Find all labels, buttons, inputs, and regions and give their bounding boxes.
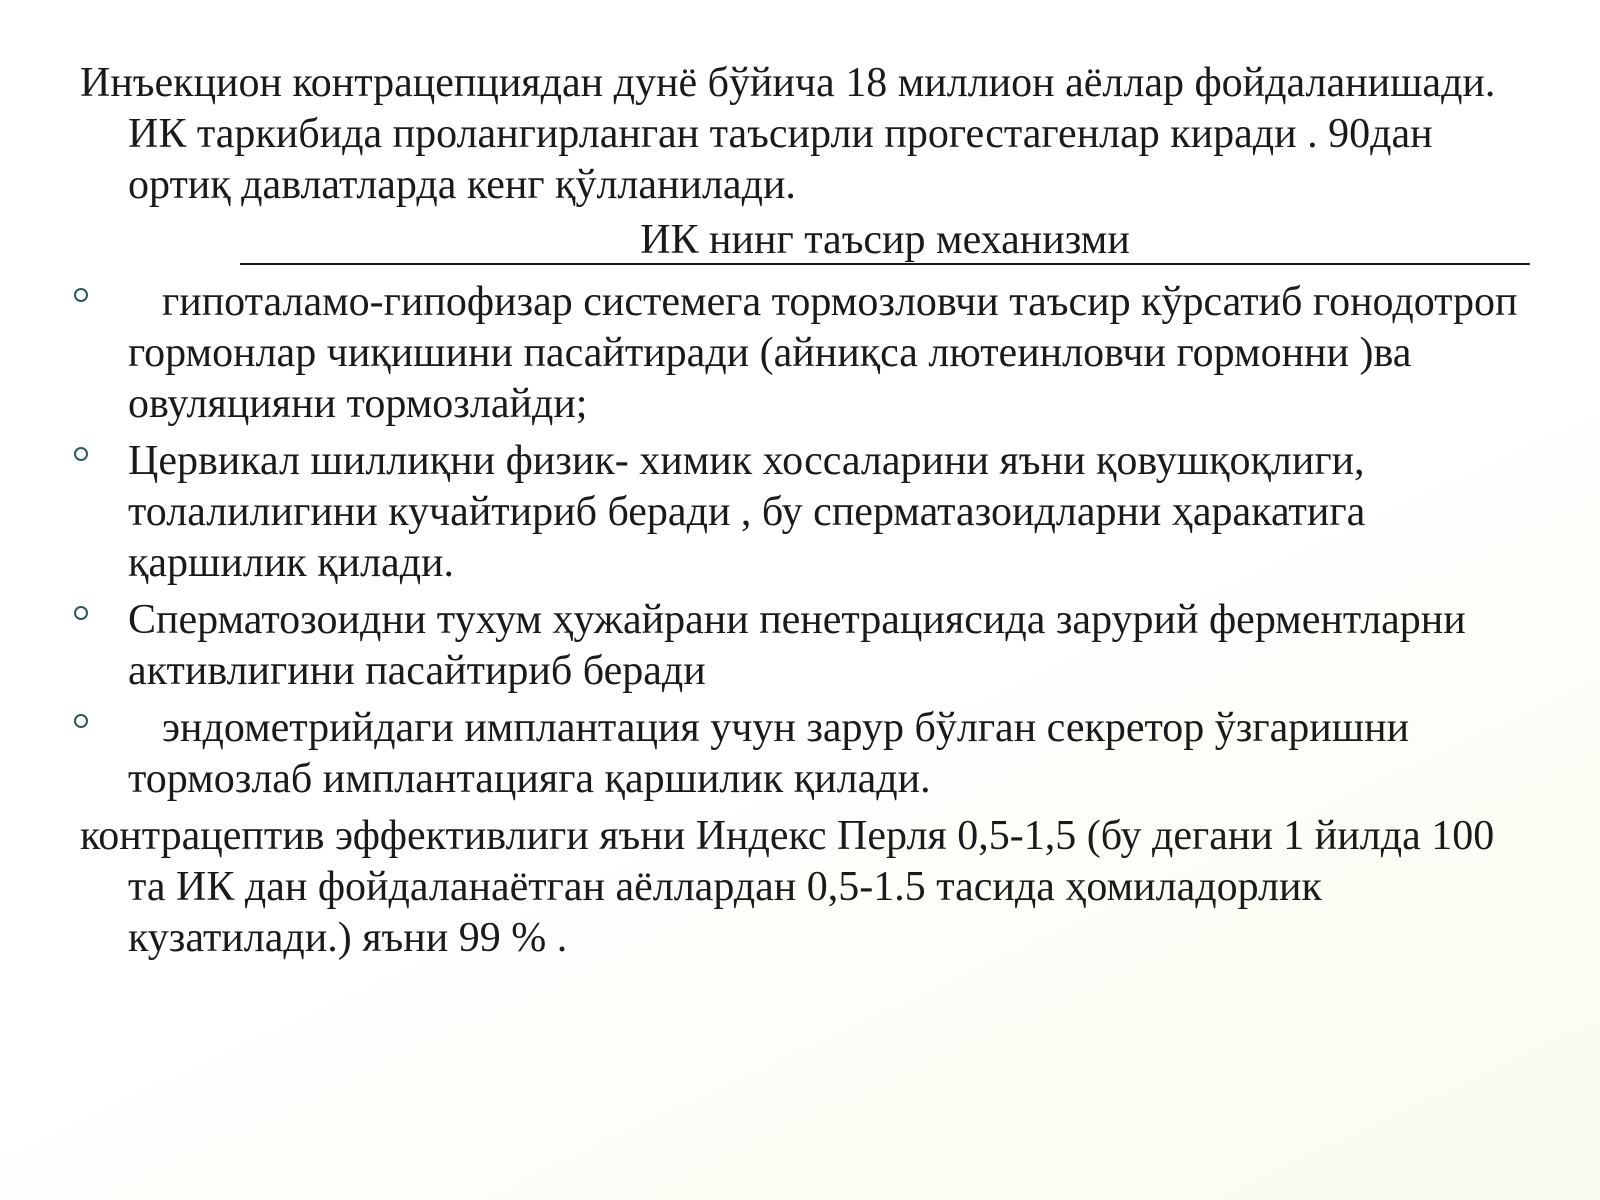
intro-paragraph: Инъекцион контрацепциядан дунё бўйича 18 миллион аёллар фойдаланишади. ИК таркибида пролангирланган таъсирли прогестагенлар киради . 90дан ортиқ давлатларда кенг қўлланилади. bbox=[80, 60, 1496, 208]
bullet-text: гипоталамо-гипофизар системега тормозловчи таъсир кўрсатиб гонодотроп гормонлар чиқишини пасайтиради (айниқса лютеинловчи гормонни )ва овуляцияни тормозлайди; bbox=[128, 279, 1518, 427]
bullet-text: Сперматозоидни тухум ҳужайрани пенетрациясида зарурий ферментларни активлигини пасайтириб беради bbox=[128, 597, 1466, 694]
bullet-text: эндометрийдаги имплантация учун зарур бўлган секретор ўзгаришни тормозлаб имплантацияга қаршилик қилади. bbox=[128, 705, 1410, 802]
slide-content bbox=[80, 58, 1540, 970]
bullet-text: Цервикал шиллиқни физик- химик хоссаларини яъни қовушқоқлиги, толалилигини кучайтириб беради , бу сперматазоидларни ҳаракатига қаршилик қилади. bbox=[128, 438, 1366, 586]
bullet-item-endometrium bbox=[80, 703, 1540, 805]
hollow-circle-bullet-icon bbox=[74, 606, 88, 620]
section-heading: ИК нинг таъсир механизми bbox=[240, 217, 1530, 265]
hollow-circle-bullet-icon bbox=[74, 288, 88, 302]
hollow-circle-bullet-icon bbox=[74, 714, 88, 728]
bullet-item-hypothalamic bbox=[80, 277, 1540, 430]
conclusion-paragraph: контрацептив эффективлиги яъни Индекс Перля 0,5-1,5 (бу дегани 1 йилда 100 та ИК дан фойдаланаётган аёллардан 0,5-1.5 тасида ҳомиладорлик кузатилади.) яъни 99 % . bbox=[80, 813, 1495, 961]
hollow-circle-bullet-icon bbox=[74, 447, 88, 461]
bullet-item-sperm bbox=[80, 595, 1540, 697]
bullet-item-cervical bbox=[80, 436, 1540, 589]
